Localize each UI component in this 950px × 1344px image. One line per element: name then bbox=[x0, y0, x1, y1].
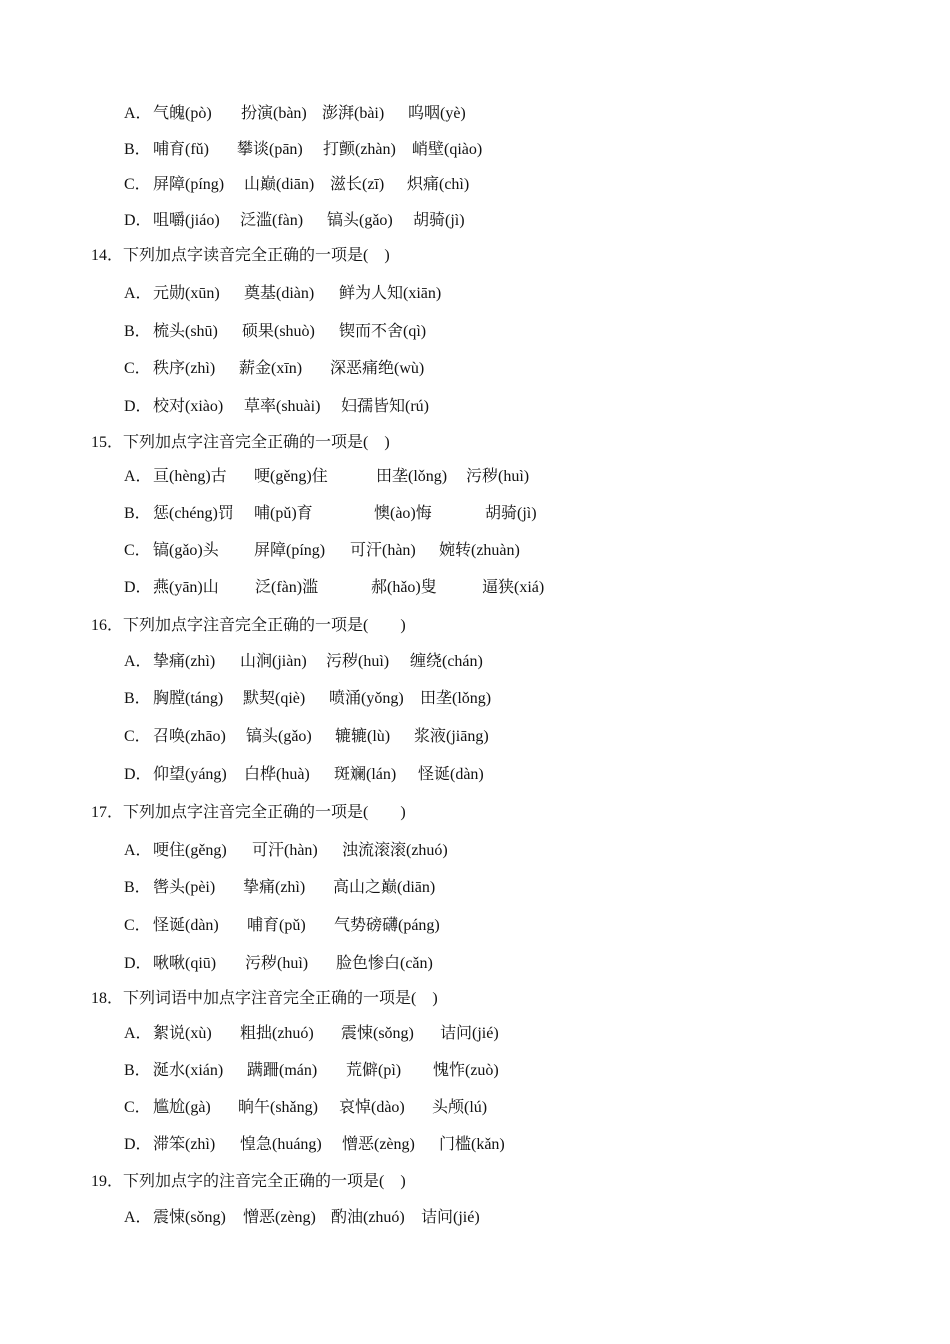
option-row bbox=[124, 1098, 487, 1118]
question-stem: 18．下列词语中加点字注音完全正确的一项是( ) bbox=[91, 990, 438, 1007]
option-label: A． bbox=[124, 653, 152, 670]
option-row bbox=[124, 689, 491, 709]
option-row bbox=[124, 467, 529, 487]
option-row bbox=[124, 284, 441, 304]
option-term: 山涧(jiàn) bbox=[240, 653, 307, 670]
option-label: C． bbox=[124, 176, 151, 193]
option-term: 诘问(jié) bbox=[440, 1025, 499, 1042]
question-stem: 16．下列加点字注音完全正确的一项是( ) bbox=[91, 617, 406, 634]
option-term: 懊(ào)悔 bbox=[374, 505, 432, 522]
option-row bbox=[124, 175, 469, 195]
option-term: 污秽(huì) bbox=[245, 955, 309, 972]
option-label: D． bbox=[124, 1136, 152, 1153]
option-term: 呜咽(yè) bbox=[408, 105, 466, 122]
option-row bbox=[124, 727, 489, 747]
option-term: 田垄(lǒng) bbox=[376, 468, 448, 485]
option-label: B． bbox=[124, 690, 151, 707]
option-row bbox=[124, 104, 466, 124]
option-label: C． bbox=[124, 360, 151, 377]
option-term: 涎水(xián) bbox=[153, 1062, 224, 1079]
option-label: B． bbox=[124, 1062, 151, 1079]
option-row bbox=[124, 878, 435, 898]
option-label: C． bbox=[124, 542, 151, 559]
option-term: 震悚(sǒng) bbox=[153, 1209, 226, 1226]
option-label: D． bbox=[124, 766, 152, 783]
option-term: 薪金(xīn) bbox=[239, 360, 303, 377]
option-term: 怪诞(dàn) bbox=[153, 917, 219, 934]
option-term: 浆液(jiāng) bbox=[414, 728, 489, 745]
option-term: 哀悼(dào) bbox=[339, 1099, 405, 1116]
option-term: 哽住(gěng) bbox=[153, 842, 227, 859]
option-term: 头颅(lú) bbox=[432, 1099, 488, 1116]
option-term: 元勋(xūn) bbox=[153, 285, 220, 302]
option-term: 啾啾(qiū) bbox=[153, 955, 217, 972]
option-term: 妇孺皆知(rú) bbox=[341, 398, 429, 415]
option-label: A． bbox=[124, 285, 152, 302]
option-term: 白桦(huà) bbox=[244, 766, 310, 783]
option-row bbox=[124, 1208, 480, 1228]
option-row bbox=[124, 652, 483, 672]
option-row bbox=[124, 397, 429, 417]
question-stem: 14．下列加点字读音完全正确的一项是( ) bbox=[91, 247, 390, 264]
option-term: 脸色惨白(cǎn) bbox=[336, 955, 433, 972]
option-label: D． bbox=[124, 955, 152, 972]
option-label: C． bbox=[124, 728, 151, 745]
option-term: 草率(shuài) bbox=[244, 398, 321, 415]
option-term: 憎恶(zèng) bbox=[243, 1209, 316, 1226]
option-row bbox=[124, 1024, 499, 1044]
option-term: 胡骑(jì) bbox=[413, 212, 465, 229]
option-term: 屏障(píng) bbox=[153, 176, 225, 193]
option-term: 深恶痛绝(wù) bbox=[330, 360, 425, 377]
option-term: 镐头(gǎo) bbox=[327, 212, 393, 229]
option-row bbox=[124, 140, 482, 160]
option-term: 尴尬(gà) bbox=[153, 1099, 211, 1116]
option-term: 门槛(kǎn) bbox=[439, 1136, 505, 1153]
option-label: A． bbox=[124, 1025, 152, 1042]
option-term: 镐头(gǎo) bbox=[246, 728, 312, 745]
option-label: C． bbox=[124, 917, 151, 934]
option-label: A． bbox=[124, 468, 152, 485]
option-term: 酌油(zhuó) bbox=[331, 1209, 405, 1226]
option-term: 秩序(zhì) bbox=[153, 360, 216, 377]
option-term: 粗拙(zhuó) bbox=[240, 1025, 314, 1042]
option-row bbox=[124, 211, 465, 231]
option-term: 锲而不舍(qì) bbox=[339, 323, 427, 340]
option-term: 峭壁(qiào) bbox=[412, 141, 483, 158]
option-term: 惶急(huáng) bbox=[240, 1136, 322, 1153]
option-term: 哺育(pǔ) bbox=[247, 917, 306, 934]
option-term: 震悚(sǒng) bbox=[341, 1025, 414, 1042]
option-term: 蹒跚(mán) bbox=[247, 1062, 318, 1079]
option-term: 澎湃(bài) bbox=[322, 105, 385, 122]
option-label: D． bbox=[124, 212, 152, 229]
option-term: 召唤(zhāo) bbox=[153, 728, 226, 745]
option-term: 泛(fàn)滥 bbox=[255, 579, 319, 596]
option-term: 哺育(fǔ) bbox=[153, 141, 209, 158]
option-row bbox=[124, 322, 426, 342]
option-row bbox=[124, 1135, 505, 1155]
question-stem: 17．下列加点字注音完全正确的一项是( ) bbox=[91, 804, 406, 821]
option-term: 奠基(diàn) bbox=[244, 285, 315, 302]
option-term: 咀嚼(jiáo) bbox=[153, 212, 220, 229]
option-term: 高山之巅(diān) bbox=[333, 879, 436, 896]
option-row bbox=[124, 504, 537, 524]
option-label: B． bbox=[124, 141, 151, 158]
option-row bbox=[124, 359, 424, 379]
option-term: 郝(hǎo)叟 bbox=[371, 579, 437, 596]
option-term: 山巅(diān) bbox=[244, 176, 315, 193]
option-term: 田垄(lǒng) bbox=[420, 690, 492, 707]
option-label: A． bbox=[124, 1209, 152, 1226]
option-term: 攀谈(pān) bbox=[237, 141, 303, 158]
option-row bbox=[124, 841, 448, 861]
option-term: 晌午(shǎng) bbox=[238, 1099, 318, 1116]
option-term: 荒僻(pì) bbox=[346, 1062, 402, 1079]
option-term: 逼狭(xiá) bbox=[482, 579, 545, 596]
option-row bbox=[124, 954, 433, 974]
option-term: 缠绕(chán) bbox=[410, 653, 483, 670]
option-term: 滞笨(zhì) bbox=[153, 1136, 216, 1153]
option-term: 浊流滚滚(zhuó) bbox=[342, 842, 448, 859]
option-term: 可汗(hàn) bbox=[252, 842, 318, 859]
option-label: B． bbox=[124, 323, 151, 340]
option-term: 气势磅礴(páng) bbox=[334, 917, 440, 934]
option-term: 斑斓(lán) bbox=[334, 766, 397, 783]
option-term: 诘问(jié) bbox=[421, 1209, 480, 1226]
option-term: 婉转(zhuàn) bbox=[439, 542, 520, 559]
option-term: 哽(gěng)住 bbox=[254, 468, 328, 485]
question-stem: 15．下列加点字注音完全正确的一项是( ) bbox=[91, 434, 390, 451]
option-label: C． bbox=[124, 1099, 151, 1116]
option-term: 屏障(píng) bbox=[254, 542, 326, 559]
option-term: 滋长(zī) bbox=[330, 176, 385, 193]
option-label: A． bbox=[124, 842, 152, 859]
option-term: 扮演(bàn) bbox=[241, 105, 307, 122]
option-label: A． bbox=[124, 105, 152, 122]
option-label: D． bbox=[124, 579, 152, 596]
option-term: 哺(pǔ)育 bbox=[254, 505, 313, 522]
option-row bbox=[124, 578, 544, 598]
option-row bbox=[124, 1061, 499, 1081]
option-term: 镐(gǎo)头 bbox=[153, 542, 219, 559]
option-term: 胡骑(jì) bbox=[485, 505, 537, 522]
option-term: 挚痛(zhì) bbox=[243, 879, 306, 896]
option-row bbox=[124, 916, 440, 936]
option-term: 挚痛(zhì) bbox=[153, 653, 216, 670]
option-term: 炽痛(chì) bbox=[407, 176, 470, 193]
option-term: 怪诞(dàn) bbox=[418, 766, 484, 783]
option-term: 校对(xiào) bbox=[153, 398, 224, 415]
option-label: B． bbox=[124, 879, 151, 896]
option-row bbox=[124, 541, 520, 561]
option-term: 默契(qiè) bbox=[243, 690, 306, 707]
option-row bbox=[124, 765, 484, 785]
option-term: 仰望(yáng) bbox=[153, 766, 227, 783]
option-term: 憎恶(zèng) bbox=[342, 1136, 415, 1153]
option-label: B． bbox=[124, 505, 151, 522]
option-term: 辔头(pèi) bbox=[153, 879, 216, 896]
option-term: 愧怍(zuò) bbox=[433, 1062, 499, 1079]
option-term: 惩(chéng)罚 bbox=[153, 505, 234, 522]
option-term: 鲜为人知(xiān) bbox=[339, 285, 442, 302]
option-term: 硕果(shuò) bbox=[242, 323, 315, 340]
option-term: 污秽(huì) bbox=[466, 468, 530, 485]
option-term: 可汗(hàn) bbox=[350, 542, 416, 559]
question-stem: 19．下列加点字的注音完全正确的一项是( ) bbox=[91, 1173, 406, 1190]
option-label: D． bbox=[124, 398, 152, 415]
option-term: 辘辘(lù) bbox=[335, 728, 391, 745]
option-term: 絮说(xù) bbox=[153, 1025, 212, 1042]
option-term: 打颤(zhàn) bbox=[323, 141, 396, 158]
option-term: 梳头(shū) bbox=[153, 323, 218, 340]
option-term: 胸膛(táng) bbox=[153, 690, 224, 707]
option-term: 喷涌(yǒng) bbox=[329, 690, 404, 707]
option-term: 泛滥(fàn) bbox=[240, 212, 304, 229]
option-term: 气魄(pò) bbox=[153, 105, 212, 122]
option-term: 亘(hèng)古 bbox=[153, 468, 227, 485]
option-term: 污秽(huì) bbox=[326, 653, 390, 670]
option-term: 燕(yān)山 bbox=[153, 579, 219, 596]
